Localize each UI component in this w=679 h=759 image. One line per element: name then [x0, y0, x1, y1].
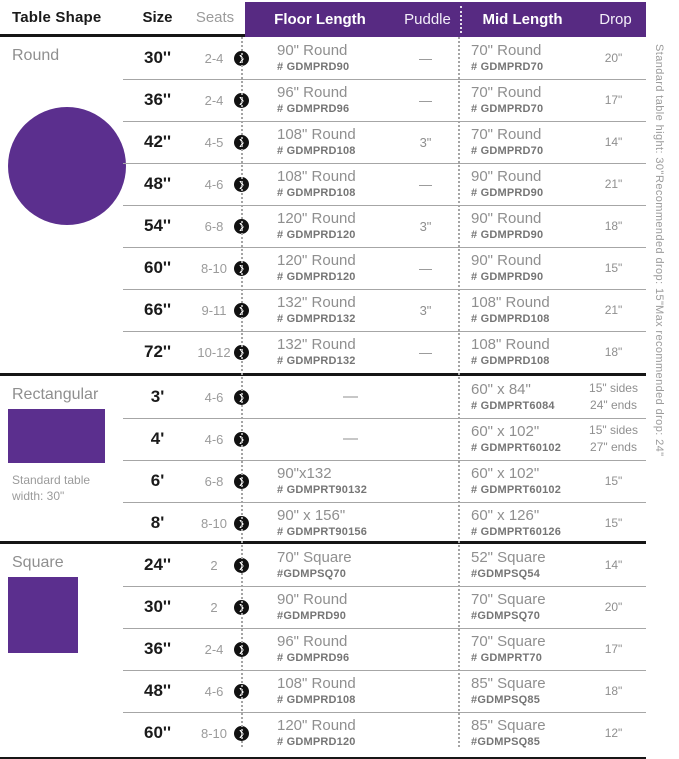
- drop-cell: 18": [604, 218, 623, 233]
- mid-length-cell: [458, 717, 583, 750]
- mid-length-part-number: #GDMPSQ85: [471, 693, 541, 706]
- seats-cell: 4-5: [204, 134, 224, 150]
- floor-length-value: 132" Round: [277, 335, 356, 353]
- seats-cell: 6-8: [204, 218, 224, 234]
- drop-cell: 21": [604, 302, 623, 317]
- mid-length-part-number: # GDMPRT6084: [471, 399, 555, 412]
- mid-length-part-number: # GDMPRD70: [471, 144, 544, 157]
- section-square: [0, 541, 646, 751]
- table-row: [0, 121, 646, 163]
- seats-cell: 4-6: [204, 176, 224, 192]
- row-arrow-icon: ❯: [234, 135, 249, 150]
- seats-cell: 2-4: [204, 641, 224, 657]
- side-note: Standard table hight: 30": [653, 44, 665, 175]
- row-arrow-icon: ❯: [234, 93, 249, 108]
- mid-length-value: 70" Round: [471, 41, 542, 59]
- table-row: [0, 544, 646, 586]
- seats-cell: 10-12: [197, 344, 231, 360]
- mid-length-value: 108" Round: [471, 335, 550, 353]
- floor-length-part-number: # GDMPRD120: [277, 735, 356, 748]
- mid-length-value: 60" x 84": [471, 380, 531, 398]
- column-header-puddle: Puddle: [404, 11, 451, 28]
- floor-length-cell: —: [343, 387, 358, 405]
- column-header-size: Size: [142, 8, 173, 26]
- mid-length-cell: [458, 549, 583, 582]
- size-cell: 36'': [144, 639, 171, 658]
- seats-cell: 2: [210, 599, 218, 615]
- section-label-round: Round: [12, 47, 60, 64]
- seats-cell: 2-4: [204, 50, 224, 66]
- floor-length-cell: [243, 210, 393, 243]
- row-arrow-icon: ❯: [234, 432, 249, 447]
- mid-length-part-number: #GDMPSQ85: [471, 735, 541, 748]
- mid-length-cell: [458, 168, 583, 201]
- table-row: [0, 205, 646, 247]
- size-cell: 60'': [144, 723, 171, 742]
- size-cell: 66'': [144, 300, 171, 319]
- header-purple-band: [245, 2, 646, 37]
- row-arrow-icon: ❯: [234, 516, 249, 531]
- mid-length-part-number: # GDMPRD108: [471, 312, 550, 325]
- size-cell: 8': [150, 513, 165, 532]
- section-label-rectangular: Rectangular: [12, 386, 99, 403]
- floor-length-cell: [243, 591, 393, 624]
- floor-length-cell: [243, 507, 393, 540]
- floor-length-value: 90" Round: [277, 41, 348, 59]
- table-row: [0, 712, 646, 754]
- mid-length-value: 108" Round: [471, 293, 550, 311]
- mid-length-cell: [458, 84, 583, 117]
- drop-cell: [583, 422, 644, 456]
- floor-length-part-number: # GDMPRD96: [277, 651, 350, 664]
- mid-length-value: 90" Round: [471, 209, 542, 227]
- floor-length-cell: [243, 465, 393, 498]
- mid-length-cell: [458, 42, 583, 75]
- floor-length-cell: [243, 675, 393, 708]
- floor-length-part-number: # GDMPRT90132: [277, 483, 368, 496]
- mid-length-cell: [458, 381, 583, 414]
- size-cell: 6': [150, 471, 165, 490]
- size-cell: 3': [150, 387, 165, 406]
- drop-cell: 14": [604, 134, 623, 149]
- seats-cell: 9-11: [201, 302, 227, 318]
- seats-cell: 2: [210, 557, 218, 573]
- puddle-cell: 3": [419, 302, 432, 318]
- table-sections: [0, 37, 646, 751]
- table-row: [0, 79, 646, 121]
- mid-length-cell: [458, 336, 583, 369]
- mid-length-cell: [458, 465, 583, 498]
- seats-cell: 4-6: [204, 683, 224, 699]
- mid-length-cell: [458, 507, 583, 540]
- mid-length-cell: [458, 210, 583, 243]
- row-arrow-icon: ❯: [234, 600, 249, 615]
- mid-length-cell: [458, 294, 583, 327]
- mid-length-cell: [458, 126, 583, 159]
- size-cell: 48'': [144, 174, 171, 193]
- size-cell: 24'': [144, 555, 171, 574]
- mid-length-part-number: # GDMPRT60102: [471, 483, 562, 496]
- floor-length-value: 90" Round: [277, 590, 348, 608]
- seats-cell: 8-10: [200, 725, 228, 741]
- size-cell: 30'': [144, 597, 171, 616]
- floor-length-value: 108" Round: [277, 125, 356, 143]
- mid-length-part-number: # GDMPRT60126: [471, 525, 562, 538]
- mid-length-cell: [458, 633, 583, 666]
- drop-cell: 17": [604, 641, 623, 656]
- row-arrow-icon: ❯: [234, 345, 249, 360]
- arrow-column-dotted-divider: [241, 37, 243, 747]
- mid-length-part-number: # GDMPRT70: [471, 651, 543, 664]
- column-header-mid-length: Mid Length: [482, 11, 563, 28]
- floor-length-value: 108" Round: [277, 167, 356, 185]
- mid-length-value: 60" x 102": [471, 464, 540, 482]
- puddle-cell: —: [419, 92, 432, 108]
- table-row: [0, 163, 646, 205]
- floor-length-value: 120" Round: [277, 209, 356, 227]
- floor-length-value: 96" Round: [277, 83, 348, 101]
- floor-length-part-number: # GDMPRD108: [277, 144, 356, 157]
- table-row: [0, 628, 646, 670]
- shape-caption-rectangular: Standard table width: 30": [12, 473, 91, 504]
- row-arrow-icon: ❯: [234, 642, 249, 657]
- floor-length-value: 132" Round: [277, 293, 356, 311]
- section-rectangular: [0, 373, 646, 541]
- puddle-cell: —: [419, 50, 432, 66]
- drop-line: 15" sides: [589, 423, 638, 438]
- drop-cell: 18": [604, 683, 623, 698]
- mid-length-part-number: # GDMPRD108: [471, 354, 550, 367]
- floor-length-part-number: #GDMPSQ70: [277, 567, 347, 580]
- floor-length-part-number: # GDMPRD120: [277, 270, 356, 283]
- column-header-table-shape: Table Shape: [12, 8, 102, 26]
- puddle-cell: 3": [419, 218, 432, 234]
- mid-length-value: 85" Square: [471, 716, 546, 734]
- drop-cell: 12": [604, 725, 623, 740]
- column-header-floor-length: Floor Length: [274, 11, 366, 28]
- floor-length-value: 90"x132: [277, 464, 332, 482]
- size-cell: 48'': [144, 681, 171, 700]
- drop-cell: 21": [604, 176, 623, 191]
- row-arrow-icon: ❯: [234, 51, 249, 66]
- table-row: [0, 418, 646, 460]
- row-arrow-icon: ❯: [234, 558, 249, 573]
- mid-length-part-number: # GDMPRD90: [471, 270, 544, 283]
- row-arrow-icon: ❯: [234, 390, 249, 405]
- mid-length-value: 70" Round: [471, 125, 542, 143]
- mid-length-cell: [458, 423, 583, 456]
- table-row: [0, 670, 646, 712]
- drop-cell: 15": [604, 473, 623, 488]
- drop-line: 15" sides: [589, 381, 638, 396]
- mid-length-value: 85" Square: [471, 674, 546, 692]
- mid-length-value: 60" x 126": [471, 506, 540, 524]
- table-row: [0, 586, 646, 628]
- floor-length-part-number: # GDMPRD108: [277, 693, 356, 706]
- floor-length-cell: [243, 294, 393, 327]
- floor-length-cell: [243, 252, 393, 285]
- size-cell: 54'': [144, 216, 171, 235]
- size-cell: 36'': [144, 90, 171, 109]
- mid-column-dotted-divider: [458, 37, 460, 747]
- floor-length-part-number: # GDMPRD108: [277, 186, 356, 199]
- row-arrow-icon: ❯: [234, 219, 249, 234]
- floor-length-cell: [243, 84, 393, 117]
- header-left: [0, 0, 245, 37]
- table-row: [0, 331, 646, 373]
- puddle-cell: —: [419, 176, 432, 192]
- seats-cell: 6-8: [204, 473, 224, 489]
- floor-length-value: 70" Square: [277, 548, 352, 566]
- floor-length-value: 120" Round: [277, 251, 356, 269]
- floor-length-part-number: # GDMPRD120: [277, 228, 356, 241]
- floor-length-value: 108" Round: [277, 674, 356, 692]
- drop-line: 24" ends: [590, 398, 637, 412]
- size-cell: 60'': [144, 258, 171, 277]
- floor-length-value: 120" Round: [277, 716, 356, 734]
- size-cell: 72'': [144, 342, 171, 361]
- seats-cell: 4-6: [204, 389, 224, 405]
- mid-length-part-number: # GDMPRD90: [471, 186, 544, 199]
- side-notes-vertical-text: [653, 44, 665, 457]
- puddle-cell: 3": [419, 134, 432, 150]
- section-round: [0, 37, 646, 373]
- table-header: [0, 0, 646, 37]
- floor-length-part-number: # GDMPRD96: [277, 102, 350, 115]
- table-row: [0, 502, 646, 544]
- mid-length-part-number: # GDMPRD70: [471, 60, 544, 73]
- row-arrow-icon: ❯: [234, 303, 249, 318]
- floor-length-part-number: # GDMPRT90156: [277, 525, 368, 538]
- floor-length-part-number: # GDMPRD90: [277, 60, 350, 73]
- mid-length-value: 52" Square: [471, 548, 546, 566]
- drop-cell: 20": [604, 50, 623, 65]
- mid-length-part-number: # GDMPRD90: [471, 228, 544, 241]
- puddle-cell: —: [419, 344, 432, 360]
- drop-cell: 14": [604, 557, 623, 572]
- floor-length-part-number: #GDMPRD90: [277, 609, 347, 622]
- column-header-drop: Drop: [599, 11, 632, 28]
- mid-length-part-number: #GDMPSQ70: [471, 609, 541, 622]
- size-cell: 4': [150, 429, 165, 448]
- side-note: Max recommended drop: 24": [653, 305, 665, 457]
- size-cell: 30'': [144, 48, 171, 67]
- table-row: [0, 460, 646, 502]
- row-arrow-icon: ❯: [234, 177, 249, 192]
- mid-length-value: 70" Square: [471, 632, 546, 650]
- section-label-square: Square: [12, 554, 64, 571]
- row-arrow-icon: ❯: [234, 684, 249, 699]
- drop-cell: 17": [604, 92, 623, 107]
- table-row: [0, 247, 646, 289]
- floor-length-value: 96" Round: [277, 632, 348, 650]
- mid-length-cell: [458, 675, 583, 708]
- puddle-cell: —: [419, 260, 432, 276]
- column-header-seats: Seats: [195, 8, 235, 26]
- seats-cell: 4-6: [204, 431, 224, 447]
- mid-length-cell: [458, 591, 583, 624]
- seats-cell: 8-10: [200, 515, 228, 531]
- floor-length-cell: —: [343, 429, 358, 447]
- row-arrow-icon: ❯: [234, 726, 249, 741]
- mid-length-cell: [458, 252, 583, 285]
- table-row: [0, 37, 646, 79]
- floor-length-cell: [243, 549, 393, 582]
- floor-length-part-number: # GDMPRD132: [277, 312, 356, 325]
- size-cell: 42'': [144, 132, 171, 151]
- mid-length-value: 90" Round: [471, 167, 542, 185]
- mid-length-value: 60" x 102": [471, 422, 540, 440]
- seats-cell: 8-10: [200, 260, 228, 276]
- drop-cell: 20": [604, 599, 623, 614]
- seats-cell: 2-4: [204, 92, 224, 108]
- row-arrow-icon: ❯: [234, 474, 249, 489]
- drop-cell: 18": [604, 344, 623, 359]
- mid-length-value: 90" Round: [471, 251, 542, 269]
- floor-length-cell: [243, 717, 393, 750]
- mid-length-part-number: # GDMPRD70: [471, 102, 544, 115]
- floor-length-part-number: # GDMPRD132: [277, 354, 356, 367]
- side-note: Recommended drop: 15": [653, 174, 665, 306]
- table-row: [0, 376, 646, 418]
- drop-cell: 15": [604, 515, 623, 530]
- drop-cell: 15": [604, 260, 623, 275]
- row-arrow-icon: ❯: [234, 261, 249, 276]
- mid-length-value: 70" Round: [471, 83, 542, 101]
- mid-length-value: 70" Square: [471, 590, 546, 608]
- mid-length-part-number: #GDMPSQ54: [471, 567, 541, 580]
- floor-length-cell: [243, 633, 393, 666]
- floor-length-cell: [243, 126, 393, 159]
- floor-length-value: 90" x 156": [277, 506, 346, 524]
- floor-length-cell: [243, 168, 393, 201]
- drop-cell: [583, 380, 644, 414]
- mid-length-part-number: # GDMPRT60102: [471, 441, 562, 454]
- floor-length-cell: [243, 336, 393, 369]
- table-row: [0, 289, 646, 331]
- floor-length-cell: [243, 42, 393, 75]
- drop-line: 27" ends: [590, 440, 637, 454]
- header-dotted-divider: [460, 6, 462, 33]
